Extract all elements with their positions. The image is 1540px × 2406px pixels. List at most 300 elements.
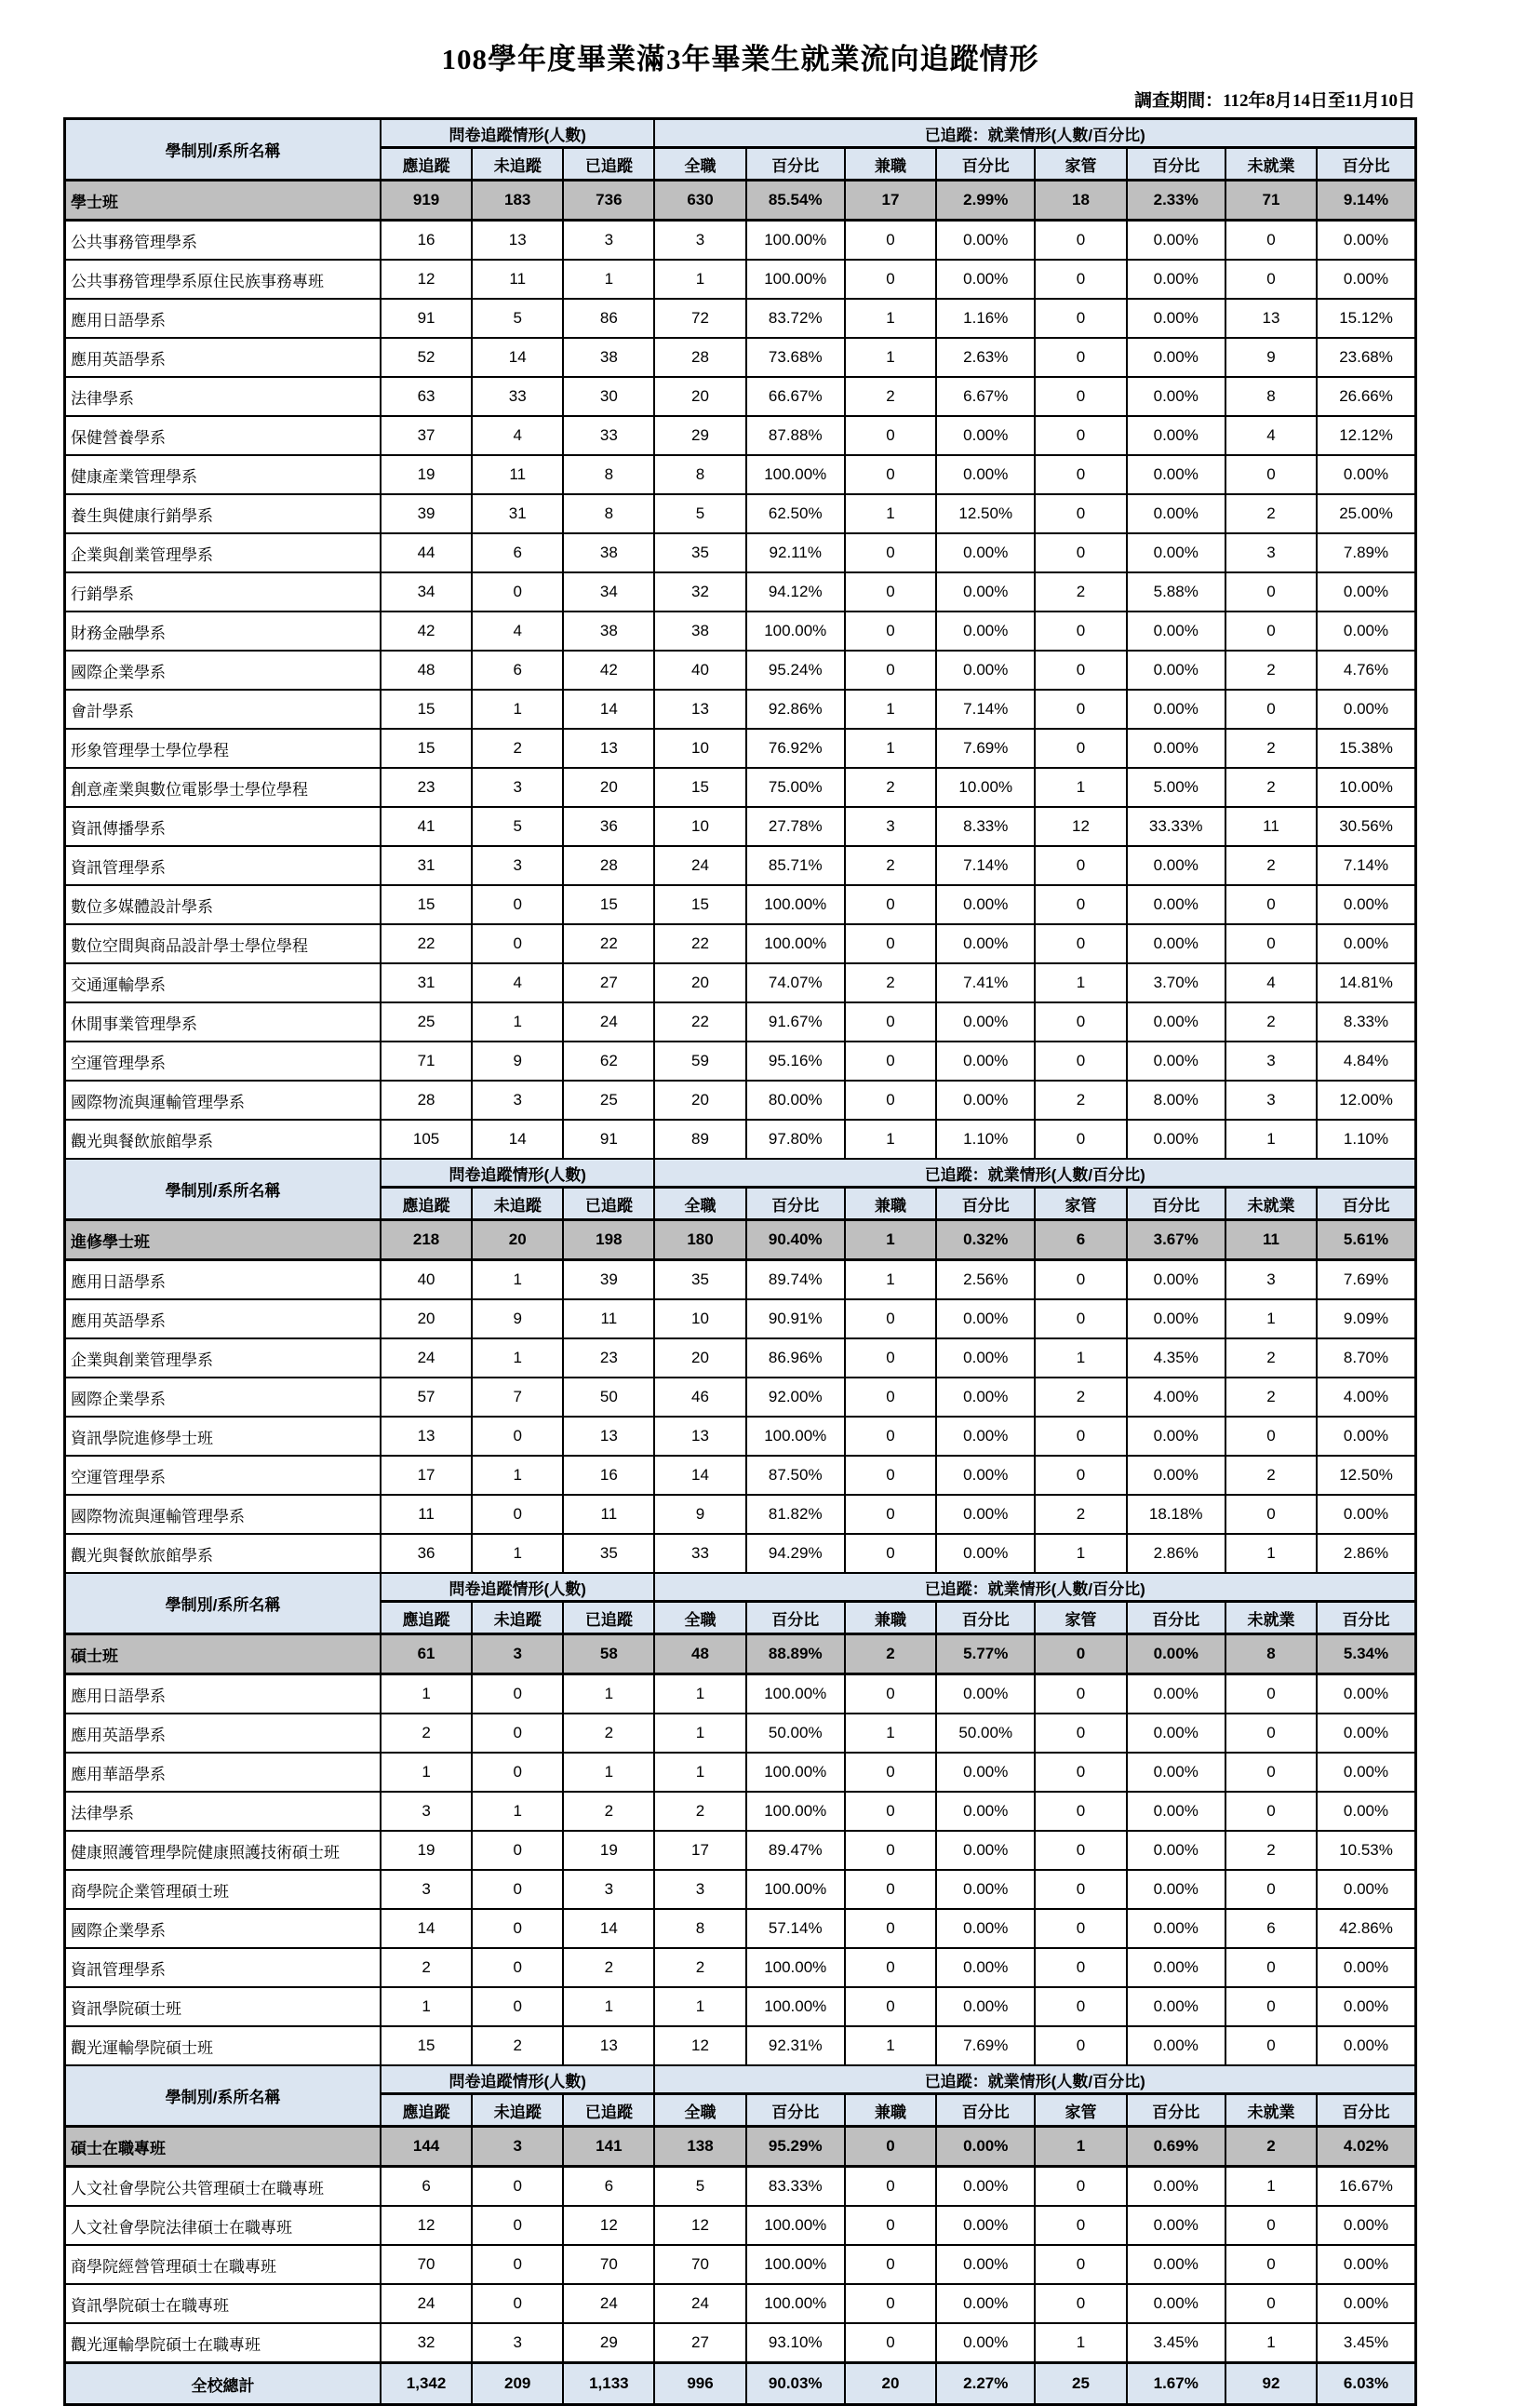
value-cell: 0 xyxy=(472,1909,563,1948)
sub-column-header: 家管 xyxy=(1035,148,1126,181)
sub-column-header: 已追蹤 xyxy=(563,1188,654,1220)
value-cell: 5 xyxy=(654,2167,745,2207)
value-cell: 1 xyxy=(845,690,936,729)
value-cell: 8 xyxy=(563,455,654,494)
value-cell: 0 xyxy=(845,1753,936,1792)
value-cell: 100.00% xyxy=(746,2245,845,2284)
value-cell: 44 xyxy=(381,533,472,572)
value-cell: 3 xyxy=(381,1792,472,1831)
department-name-cell: 應用英語學系 xyxy=(65,1714,381,1753)
department-row xyxy=(65,1831,1416,1870)
value-cell: 0.00% xyxy=(1127,1870,1225,1909)
value-cell: 2 xyxy=(1225,1831,1317,1870)
value-cell: 61 xyxy=(381,1634,472,1674)
value-cell: 1 xyxy=(563,260,654,299)
sub-column-header: 兼職 xyxy=(845,1188,936,1220)
value-cell: 1.10% xyxy=(1317,1120,1415,1159)
tracking-group-header: 問卷追蹤情形(人數) xyxy=(381,2065,654,2094)
department-row xyxy=(65,690,1416,729)
value-cell: 1 xyxy=(472,1002,563,1042)
value-cell: 23.68% xyxy=(1317,338,1415,377)
value-cell: 0.00% xyxy=(936,1002,1035,1042)
value-cell: 30 xyxy=(563,377,654,416)
value-cell: 2.86% xyxy=(1127,1534,1225,1573)
value-cell: 1 xyxy=(563,1674,654,1714)
value-cell: 2 xyxy=(845,768,936,807)
value-cell: 72 xyxy=(654,299,745,338)
department-row xyxy=(65,2284,1416,2323)
value-cell: 3 xyxy=(472,768,563,807)
value-cell: 71 xyxy=(381,1042,472,1081)
value-cell: 92 xyxy=(1225,2363,1317,2405)
value-cell: 9 xyxy=(472,1299,563,1338)
value-cell: 13 xyxy=(472,221,563,261)
value-cell: 0 xyxy=(472,2167,563,2207)
value-cell: 7.69% xyxy=(936,729,1035,768)
value-cell: 0 xyxy=(472,1674,563,1714)
value-cell: 95.29% xyxy=(746,2127,845,2167)
sub-column-header: 全職 xyxy=(654,148,745,181)
value-cell: 5.77% xyxy=(936,1634,1035,1674)
value-cell: 2 xyxy=(1225,2127,1317,2167)
department-name-cell: 公共事務管理學系原住民族事務專班 xyxy=(65,260,381,299)
department-name-cell: 商學院企業管理碩士班 xyxy=(65,1870,381,1909)
value-cell: 6 xyxy=(472,651,563,690)
sub-column-header: 百分比 xyxy=(746,1602,845,1634)
department-row xyxy=(65,416,1416,455)
value-cell: 0.32% xyxy=(936,1220,1035,1260)
department-name-cell: 財務金融學系 xyxy=(65,612,381,651)
department-name-cell: 法律學系 xyxy=(65,377,381,416)
value-cell: 8 xyxy=(563,494,654,533)
department-row xyxy=(65,924,1416,963)
value-cell: 0 xyxy=(845,1456,936,1495)
value-cell: 996 xyxy=(654,2363,745,2405)
value-cell: 32 xyxy=(381,2323,472,2363)
value-cell: 14 xyxy=(472,338,563,377)
value-cell: 1.16% xyxy=(936,299,1035,338)
value-cell: 1 xyxy=(472,690,563,729)
value-cell: 1 xyxy=(1035,1338,1126,1378)
value-cell: 4 xyxy=(472,963,563,1002)
value-cell: 32 xyxy=(654,572,745,612)
value-cell: 630 xyxy=(654,181,745,221)
value-cell: 3.70% xyxy=(1127,963,1225,1002)
department-name-cell: 人文社會學院法律碩士在職專班 xyxy=(65,2206,381,2245)
value-cell: 0.00% xyxy=(936,260,1035,299)
value-cell: 86.96% xyxy=(746,1338,845,1378)
value-cell: 46 xyxy=(654,1378,745,1417)
value-cell: 13 xyxy=(1225,299,1317,338)
value-cell: 100.00% xyxy=(746,1674,845,1714)
value-cell: 5 xyxy=(472,807,563,846)
sub-column-header: 應追蹤 xyxy=(381,2094,472,2127)
value-cell: 83.72% xyxy=(746,299,845,338)
value-cell: 25.00% xyxy=(1317,494,1415,533)
value-cell: 1 xyxy=(1035,1534,1126,1573)
value-cell: 0 xyxy=(845,1378,936,1417)
value-cell: 14 xyxy=(563,690,654,729)
value-cell: 3 xyxy=(1225,533,1317,572)
value-cell: 3 xyxy=(1225,1042,1317,1081)
value-cell: 19 xyxy=(563,1831,654,1870)
value-cell: 12 xyxy=(1035,807,1126,846)
value-cell: 1,342 xyxy=(381,2363,472,2405)
value-cell: 0.00% xyxy=(1317,612,1415,651)
value-cell: 0.00% xyxy=(936,1987,1035,2026)
value-cell: 0.00% xyxy=(936,416,1035,455)
program-summary-row xyxy=(65,1634,1416,1674)
value-cell: 0 xyxy=(1035,533,1126,572)
value-cell: 89.47% xyxy=(746,1831,845,1870)
value-cell: 0 xyxy=(1035,1299,1126,1338)
value-cell: 0 xyxy=(1225,1753,1317,1792)
value-cell: 24 xyxy=(381,2284,472,2323)
value-cell: 13 xyxy=(563,729,654,768)
value-cell: 12 xyxy=(563,2206,654,2245)
value-cell: 0.00% xyxy=(936,651,1035,690)
value-cell: 1 xyxy=(845,1714,936,1753)
sub-column-header: 未就業 xyxy=(1225,1602,1317,1634)
department-name-cell: 資訊傳播學系 xyxy=(65,807,381,846)
department-row xyxy=(65,1120,1416,1159)
value-cell: 0 xyxy=(845,260,936,299)
value-cell: 0 xyxy=(845,1909,936,1948)
department-row xyxy=(65,1909,1416,1948)
value-cell: 2 xyxy=(1035,572,1126,612)
sub-column-header: 應追蹤 xyxy=(381,1602,472,1634)
value-cell: 0 xyxy=(472,924,563,963)
value-cell: 8 xyxy=(1225,1634,1317,1674)
value-cell: 27 xyxy=(563,963,654,1002)
value-cell: 4.76% xyxy=(1317,651,1415,690)
department-row xyxy=(65,1948,1416,1987)
value-cell: 15.12% xyxy=(1317,299,1415,338)
value-cell: 85.54% xyxy=(746,181,845,221)
value-cell: 0.00% xyxy=(1317,1417,1415,1456)
value-cell: 0 xyxy=(845,1792,936,1831)
value-cell: 0.00% xyxy=(936,1534,1035,1573)
value-cell: 0 xyxy=(1035,690,1126,729)
value-cell: 10 xyxy=(654,807,745,846)
value-cell: 0 xyxy=(472,1987,563,2026)
value-cell: 1 xyxy=(654,1674,745,1714)
value-cell: 0 xyxy=(1225,221,1317,261)
value-cell: 6.03% xyxy=(1317,2363,1415,2405)
value-cell: 15 xyxy=(563,885,654,924)
value-cell: 2 xyxy=(1035,1081,1126,1120)
value-cell: 0 xyxy=(1035,1870,1126,1909)
value-cell: 3.67% xyxy=(1127,1220,1225,1260)
value-cell: 4 xyxy=(472,416,563,455)
department-row xyxy=(65,612,1416,651)
value-cell: 24 xyxy=(654,846,745,885)
value-cell: 20 xyxy=(654,1081,745,1120)
department-row xyxy=(65,807,1416,846)
value-cell: 0 xyxy=(1225,1495,1317,1534)
department-name-cell: 空運管理學系 xyxy=(65,1042,381,1081)
value-cell: 4 xyxy=(472,612,563,651)
value-cell: 6 xyxy=(563,2167,654,2207)
value-cell: 4.02% xyxy=(1317,2127,1415,2167)
value-cell: 0 xyxy=(845,924,936,963)
value-cell: 141 xyxy=(563,2127,654,2167)
department-row xyxy=(65,963,1416,1002)
value-cell: 0.00% xyxy=(1127,924,1225,963)
value-cell: 16.67% xyxy=(1317,2167,1415,2207)
value-cell: 33 xyxy=(472,377,563,416)
value-cell: 0 xyxy=(845,572,936,612)
sub-column-header: 全職 xyxy=(654,2094,745,2127)
value-cell: 0 xyxy=(1035,494,1126,533)
department-name-cell: 會計學系 xyxy=(65,690,381,729)
value-cell: 2.27% xyxy=(936,2363,1035,2405)
value-cell: 12.50% xyxy=(1317,1456,1415,1495)
value-cell: 5.61% xyxy=(1317,1220,1415,1260)
department-name-cell: 應用英語學系 xyxy=(65,338,381,377)
department-row xyxy=(65,1674,1416,1714)
value-cell: 37 xyxy=(381,416,472,455)
value-cell: 0.00% xyxy=(1127,377,1225,416)
value-cell: 34 xyxy=(563,572,654,612)
value-cell: 57 xyxy=(381,1378,472,1417)
value-cell: 88.89% xyxy=(746,1634,845,1674)
value-cell: 1 xyxy=(1035,963,1126,1002)
value-cell: 0.00% xyxy=(936,455,1035,494)
value-cell: 31 xyxy=(381,963,472,1002)
value-cell: 144 xyxy=(381,2127,472,2167)
value-cell: 0 xyxy=(845,1495,936,1534)
department-row xyxy=(65,1714,1416,1753)
value-cell: 0.00% xyxy=(1127,885,1225,924)
value-cell: 0 xyxy=(845,1042,936,1081)
value-cell: 0.00% xyxy=(936,2127,1035,2167)
value-cell: 1 xyxy=(1225,2323,1317,2363)
name-column-header: 學制別/系所名稱 xyxy=(65,119,381,181)
department-row xyxy=(65,1753,1416,1792)
value-cell: 91 xyxy=(381,299,472,338)
value-cell: 0.00% xyxy=(1127,338,1225,377)
value-cell: 209 xyxy=(472,2363,563,2405)
value-cell: 15 xyxy=(654,768,745,807)
value-cell: 0 xyxy=(1225,260,1317,299)
value-cell: 8.33% xyxy=(936,807,1035,846)
sub-column-header: 百分比 xyxy=(746,2094,845,2127)
value-cell: 0.00% xyxy=(936,1456,1035,1495)
value-cell: 0 xyxy=(1035,416,1126,455)
value-cell: 0.00% xyxy=(1317,924,1415,963)
value-cell: 0 xyxy=(1225,1987,1317,2026)
sub-column-header: 家管 xyxy=(1035,1188,1126,1220)
value-cell: 8.00% xyxy=(1127,1081,1225,1120)
value-cell: 0 xyxy=(1225,2284,1317,2323)
value-cell: 94.29% xyxy=(746,1534,845,1573)
value-cell: 0 xyxy=(1035,1714,1126,1753)
department-row xyxy=(65,1870,1416,1909)
value-cell: 1 xyxy=(563,1987,654,2026)
value-cell: 0.00% xyxy=(1127,1042,1225,1081)
department-row xyxy=(65,729,1416,768)
value-cell: 0 xyxy=(845,455,936,494)
department-row xyxy=(65,299,1416,338)
value-cell: 0 xyxy=(1035,1831,1126,1870)
value-cell: 1 xyxy=(845,299,936,338)
value-cell: 13 xyxy=(381,1417,472,1456)
value-cell: 24 xyxy=(381,1338,472,1378)
value-cell: 0 xyxy=(845,1002,936,1042)
value-cell: 0.00% xyxy=(1317,572,1415,612)
value-cell: 11 xyxy=(381,1495,472,1534)
value-cell: 0 xyxy=(1035,2284,1126,2323)
value-cell: 0 xyxy=(845,1987,936,2026)
value-cell: 2 xyxy=(472,2026,563,2065)
value-cell: 24 xyxy=(563,1002,654,1042)
value-cell: 0 xyxy=(1225,690,1317,729)
value-cell: 87.50% xyxy=(746,1456,845,1495)
value-cell: 0.00% xyxy=(1127,1417,1225,1456)
tracking-group-header: 問卷追蹤情形(人數) xyxy=(381,1159,654,1188)
value-cell: 1 xyxy=(845,494,936,533)
value-cell: 41 xyxy=(381,807,472,846)
tracking-group-header: 問卷追蹤情形(人數) xyxy=(381,1573,654,1602)
value-cell: 2.63% xyxy=(936,338,1035,377)
header-group-row-0 xyxy=(65,119,1416,148)
value-cell: 0 xyxy=(845,416,936,455)
value-cell: 15 xyxy=(381,690,472,729)
value-cell: 7 xyxy=(472,1378,563,1417)
sub-column-header: 百分比 xyxy=(936,2094,1035,2127)
department-name-cell: 形象管理學士學位學程 xyxy=(65,729,381,768)
value-cell: 0 xyxy=(1035,729,1126,768)
value-cell: 2 xyxy=(1225,494,1317,533)
department-row xyxy=(65,846,1416,885)
value-cell: 0.69% xyxy=(1127,2127,1225,2167)
value-cell: 33.33% xyxy=(1127,807,1225,846)
value-cell: 0.00% xyxy=(1127,1120,1225,1159)
department-row xyxy=(65,494,1416,533)
value-cell: 2 xyxy=(1225,768,1317,807)
value-cell: 0.00% xyxy=(1127,651,1225,690)
department-row xyxy=(65,2206,1416,2245)
value-cell: 0 xyxy=(1225,2245,1317,2284)
value-cell: 20 xyxy=(654,963,745,1002)
value-cell: 0 xyxy=(1035,2026,1126,2065)
department-row xyxy=(65,1299,1416,1338)
value-cell: 0.00% xyxy=(936,1753,1035,1792)
value-cell: 0 xyxy=(1035,1674,1126,1714)
value-cell: 16 xyxy=(381,221,472,261)
value-cell: 10.00% xyxy=(1317,768,1415,807)
value-cell: 92.11% xyxy=(746,533,845,572)
value-cell: 0.00% xyxy=(1127,221,1225,261)
value-cell: 100.00% xyxy=(746,924,845,963)
value-cell: 3 xyxy=(654,221,745,261)
employment-group-header: 已追蹤：就業情形(人數/百分比) xyxy=(654,1573,1415,1602)
value-cell: 1 xyxy=(845,2026,936,2065)
value-cell: 15 xyxy=(381,885,472,924)
value-cell: 16 xyxy=(563,1456,654,1495)
value-cell: 0 xyxy=(472,2284,563,2323)
value-cell: 35 xyxy=(654,533,745,572)
value-cell: 0 xyxy=(1225,2206,1317,2245)
value-cell: 13 xyxy=(654,1417,745,1456)
value-cell: 2 xyxy=(1035,1378,1126,1417)
value-cell: 62 xyxy=(563,1042,654,1081)
department-row xyxy=(65,1260,1416,1300)
value-cell: 2 xyxy=(381,1948,472,1987)
department-row xyxy=(65,1002,1416,1042)
value-cell: 10.00% xyxy=(936,768,1035,807)
department-row xyxy=(65,1495,1416,1534)
value-cell: 0 xyxy=(845,2127,936,2167)
department-name-cell: 健康照護管理學院健康照護技術碩士班 xyxy=(65,1831,381,1870)
value-cell: 36 xyxy=(381,1534,472,1573)
value-cell: 42 xyxy=(381,612,472,651)
value-cell: 0 xyxy=(845,2284,936,2323)
value-cell: 31 xyxy=(472,494,563,533)
value-cell: 4.84% xyxy=(1317,1042,1415,1081)
page-title: 108學年度畢業滿3年畢業生就業流向追蹤情形 xyxy=(441,43,1039,75)
value-cell: 31 xyxy=(381,846,472,885)
department-row xyxy=(65,768,1416,807)
department-name-cell: 公共事務管理學系 xyxy=(65,221,381,261)
value-cell: 93.10% xyxy=(746,2323,845,2363)
department-name-cell: 人文社會學院公共管理碩士在職專班 xyxy=(65,2167,381,2207)
value-cell: 2 xyxy=(563,1792,654,1831)
value-cell: 23 xyxy=(381,768,472,807)
department-row xyxy=(65,221,1416,261)
value-cell: 81.82% xyxy=(746,1495,845,1534)
value-cell: 0.00% xyxy=(936,924,1035,963)
value-cell: 9.09% xyxy=(1317,1299,1415,1338)
value-cell: 0.00% xyxy=(1317,1753,1415,1792)
sub-column-header: 百分比 xyxy=(1127,2094,1225,2127)
value-cell: 2 xyxy=(845,377,936,416)
value-cell: 20 xyxy=(654,377,745,416)
value-cell: 90.40% xyxy=(746,1220,845,1260)
value-cell: 1 xyxy=(654,1987,745,2026)
value-cell: 0.00% xyxy=(1127,2284,1225,2323)
value-cell: 0 xyxy=(845,1870,936,1909)
department-row xyxy=(65,1417,1416,1456)
department-name-cell: 觀光運輸學院碩士在職專班 xyxy=(65,2323,381,2363)
value-cell: 218 xyxy=(381,1220,472,1260)
value-cell: 0 xyxy=(1225,612,1317,651)
program-name-cell: 碩士班 xyxy=(65,1634,381,1674)
value-cell: 0.00% xyxy=(936,1674,1035,1714)
value-cell: 2 xyxy=(1225,1338,1317,1378)
value-cell: 6 xyxy=(381,2167,472,2207)
sub-column-header: 已追蹤 xyxy=(563,148,654,181)
name-column-header: 學制別/系所名稱 xyxy=(65,2065,381,2127)
value-cell: 2 xyxy=(845,846,936,885)
value-cell: 0.00% xyxy=(1127,1002,1225,1042)
value-cell: 92.31% xyxy=(746,2026,845,2065)
value-cell: 1 xyxy=(472,1792,563,1831)
value-cell: 100.00% xyxy=(746,885,845,924)
value-cell: 27.78% xyxy=(746,807,845,846)
value-cell: 0 xyxy=(1035,885,1126,924)
value-cell: 85.71% xyxy=(746,846,845,885)
value-cell: 0 xyxy=(472,572,563,612)
value-cell: 70 xyxy=(563,2245,654,2284)
value-cell: 7.14% xyxy=(936,846,1035,885)
value-cell: 12.50% xyxy=(936,494,1035,533)
department-name-cell: 資訊管理學系 xyxy=(65,846,381,885)
sub-column-header: 應追蹤 xyxy=(381,1188,472,1220)
value-cell: 0.00% xyxy=(936,1792,1035,1831)
value-cell: 36 xyxy=(563,807,654,846)
